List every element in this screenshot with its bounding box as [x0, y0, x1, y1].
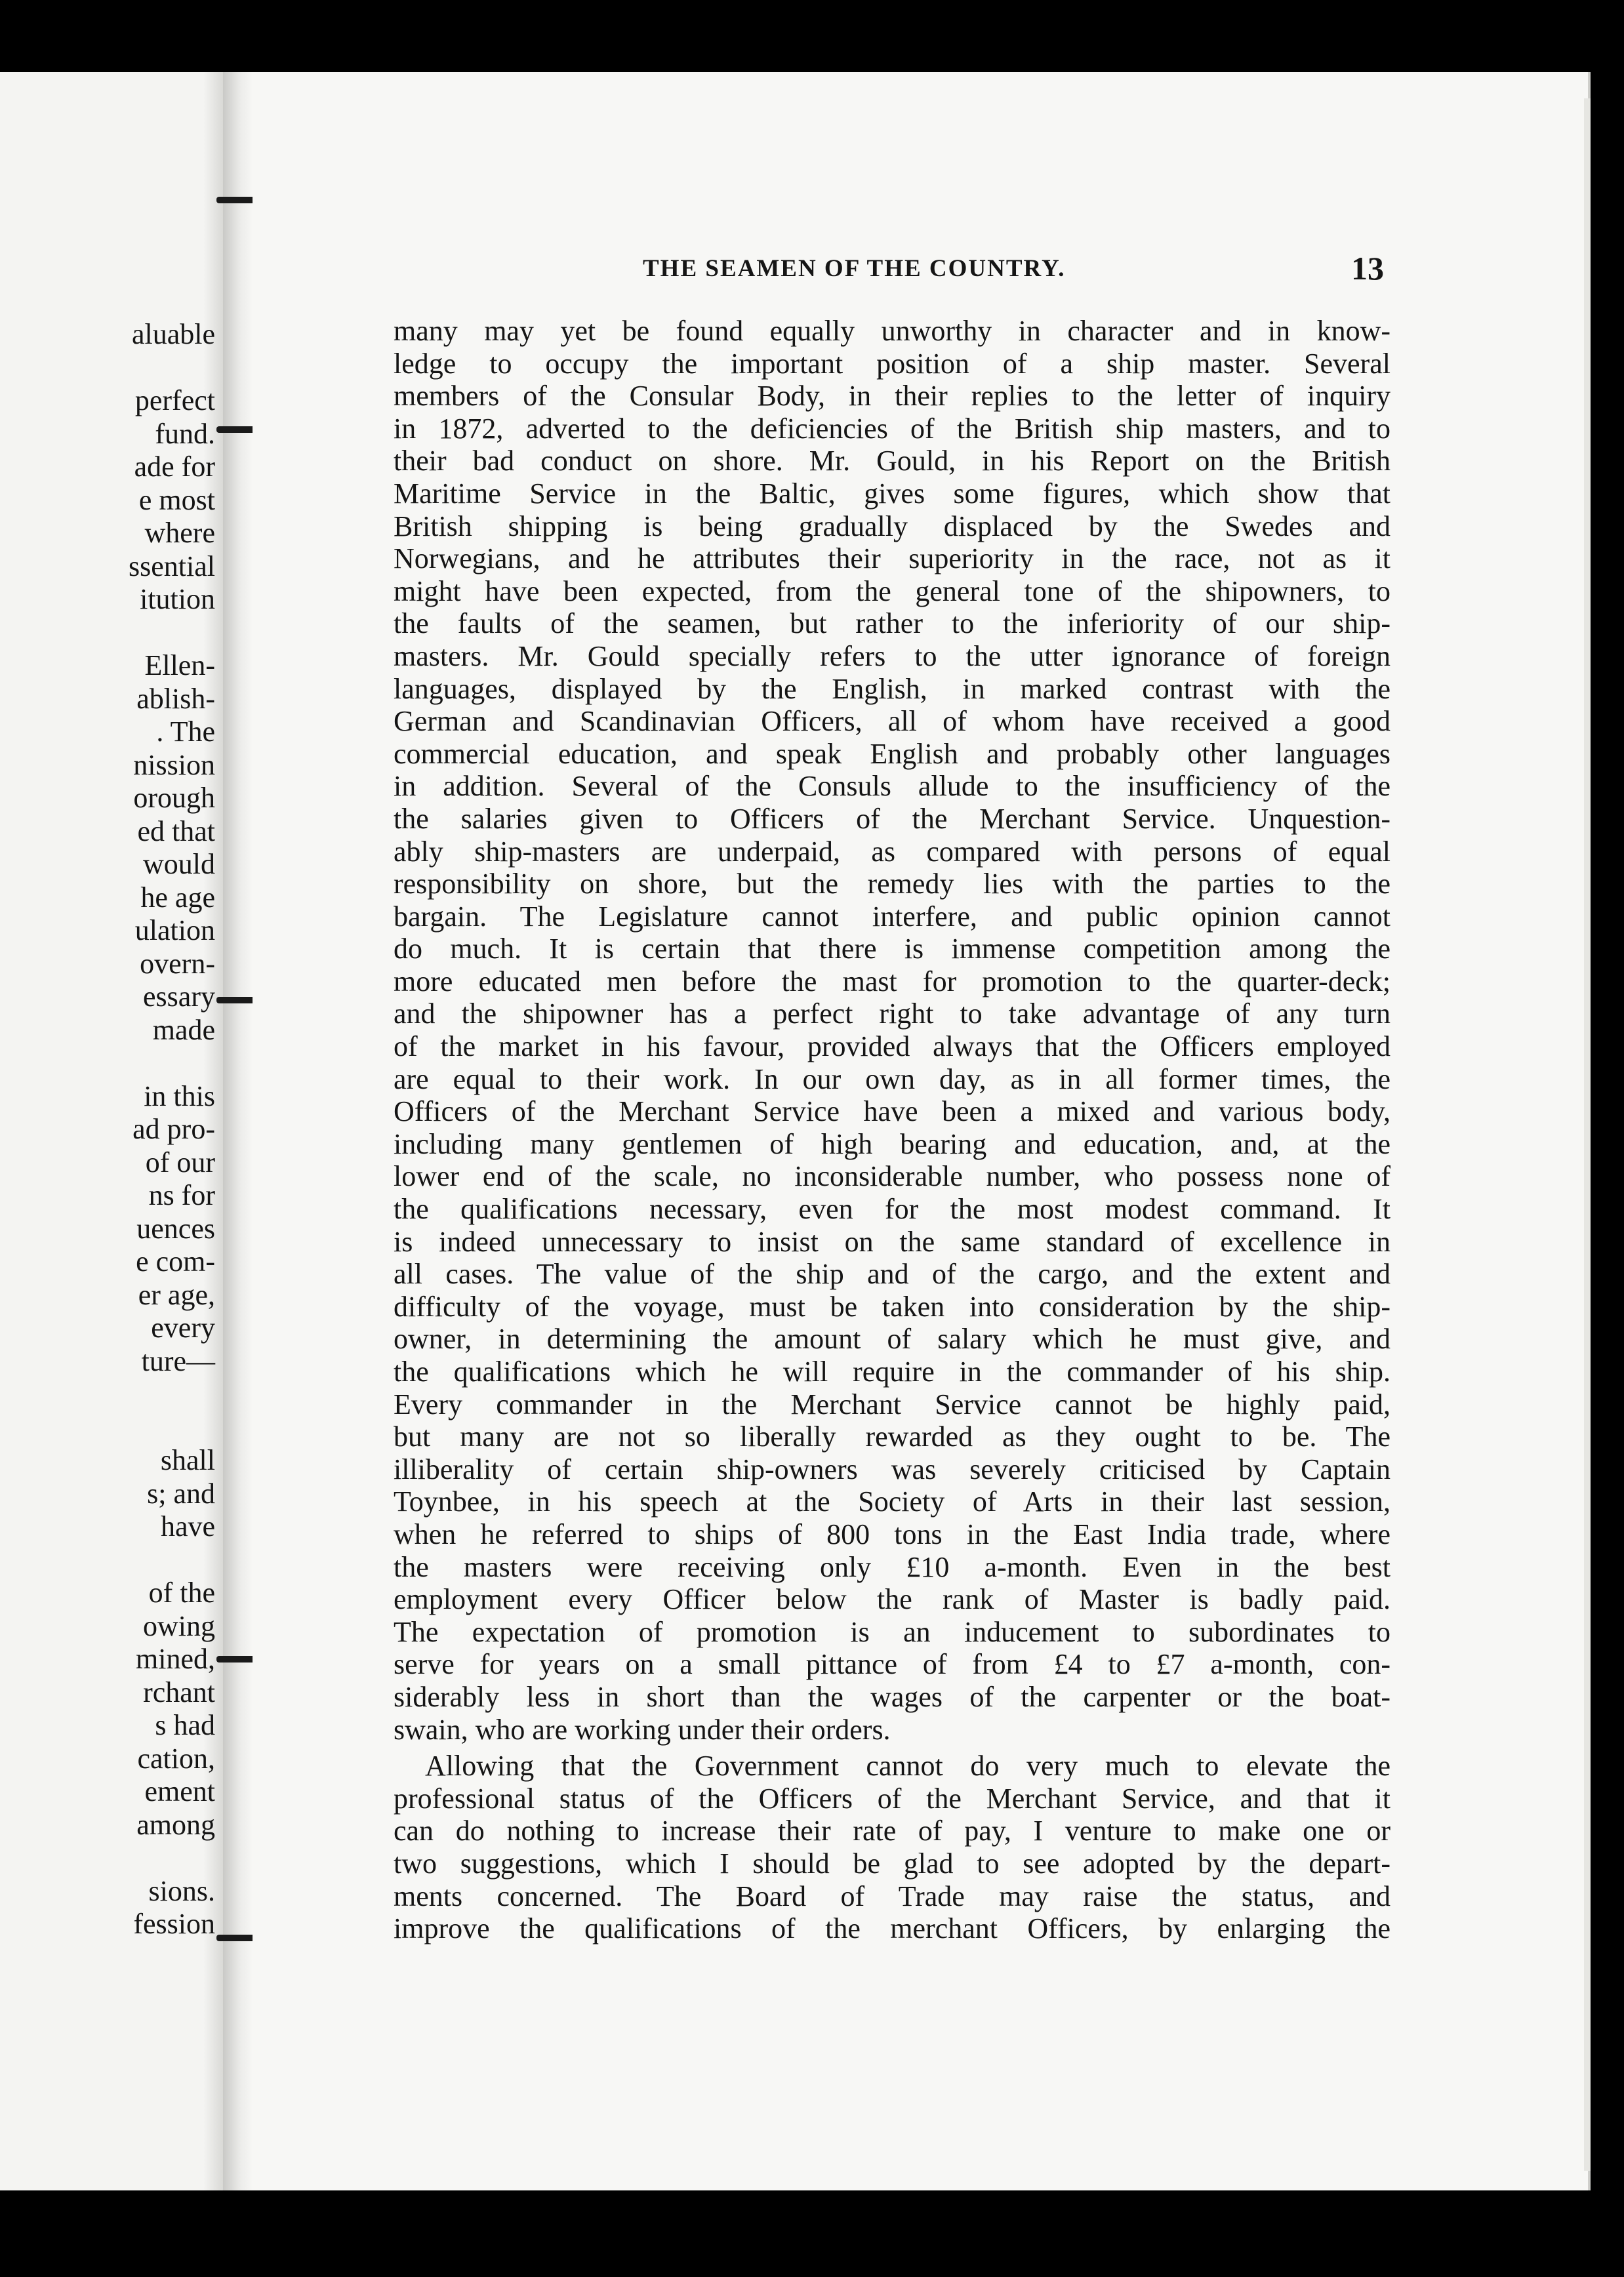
text-line: but many are not so liberally rewarded as they ought to be. The [394, 1421, 1391, 1453]
binding-stitch [216, 1656, 256, 1662]
left-page-line: where [144, 517, 215, 549]
running-head: THE SEAMEN OF THE COUNTRY. [643, 255, 1066, 282]
left-page-line: aluable [131, 318, 215, 350]
left-page-line: mined, [136, 1643, 215, 1675]
left-page-line: itution [140, 583, 215, 615]
left-page-line: ad pro- [132, 1113, 215, 1145]
left-page-line: every [151, 1312, 215, 1344]
left-page-line: ssential [129, 550, 215, 582]
text-line: two suggestions, which I should be glad to see adopted by the depart- [394, 1847, 1391, 1880]
binding-stitch [216, 426, 256, 433]
left-page-line: uences [136, 1212, 215, 1245]
text-line: many may yet be found equally unworthy in character and in know- [394, 315, 1391, 347]
left-page-line: fession [133, 1908, 215, 1940]
left-page-line: e most [138, 483, 215, 516]
text-line: ments concerned. The Board of Trade may raise the status, and [394, 1880, 1391, 1912]
text-line: serve for years on a small pittance of from £4 to £7 a-month, con- [394, 1648, 1391, 1681]
text-line: The expectation of promotion is an inducement to subordinates to [394, 1615, 1391, 1648]
binding-stitch [216, 997, 256, 1003]
left-page-line: ture— [141, 1344, 215, 1377]
left-page-fragment [0, 72, 223, 2190]
text-line: ledge to occupy the important position of a ship master. Several [394, 347, 1391, 380]
left-page-line: Ellen- [144, 649, 215, 681]
text-line: swain, who are working under their orders. [394, 1713, 891, 1746]
binding-stitch [216, 197, 256, 203]
left-page-line: made [152, 1013, 215, 1046]
paragraph [394, 315, 1391, 1746]
left-page-line: would [143, 848, 215, 880]
text-line: British shipping is being gradually displaced by the Swedes and [394, 510, 1391, 542]
left-page-line: ulation [134, 914, 215, 946]
left-page-line: sions. [148, 1874, 215, 1907]
left-page-line: s had [155, 1709, 215, 1741]
paragraph [394, 1750, 1391, 1945]
text-line: their bad conduct on shore. Mr. Gould, in his Report on the British [394, 445, 1391, 477]
text-line: difficulty of the voyage, must be taken into consideration by the ship- [394, 1290, 1391, 1323]
text-line: more educated men before the mast for promotion to the quarter-deck; [394, 965, 1391, 997]
text-line: Norwegians, and he attributes their superiority in the race, not as it [394, 542, 1391, 575]
text-line: the faults of the seamen, but rather to the inferiority of our ship- [394, 607, 1391, 640]
left-page-line: ement [144, 1775, 215, 1807]
text-line: owner, in determining the amount of salary which he must give, and [394, 1323, 1391, 1356]
text-line: the qualifications which he will require in the commander of his ship. [394, 1356, 1391, 1388]
binding-stitch [216, 1935, 256, 1941]
left-page-line: ns for [148, 1179, 215, 1211]
text-line: in addition. Several of the Consuls allude to the insufficiency of the [394, 770, 1391, 803]
text-line: commercial education, and speak English and probably other languages [394, 737, 1391, 770]
text-line: Allowing that the Government cannot do very much to elevate the [425, 1750, 1391, 1783]
left-page-line: he age [140, 881, 215, 914]
text-line: siderably less in short than the wages of the carpenter or the boat- [394, 1680, 1391, 1713]
text-line: illiberality of certain ship-owners was severely criticised by Captain [394, 1453, 1391, 1485]
text-line: masters. Mr. Gould specially refers to the utter ignorance of foreign [394, 639, 1391, 672]
text-line: in 1872, adverted to the deficiencies of the British ship masters, and to [394, 412, 1391, 445]
left-page-line: of the [148, 1577, 215, 1609]
text-line: ably ship-masters are underpaid, as compared with persons of equal [394, 835, 1391, 868]
page-edge [1584, 98, 1591, 2171]
text-line: Toynbee, in his speech at the Society of Arts in their last session, [394, 1485, 1391, 1518]
text-line: German and Scandinavian Officers, all of whom have received a good [394, 705, 1391, 738]
left-page-line: cation, [137, 1742, 215, 1775]
left-page-line: ed that [137, 815, 215, 847]
left-page-line: er age, [138, 1278, 215, 1311]
text-line: are equal to their work. In our own day, as in all former times, the [394, 1062, 1391, 1095]
text-line: professional status of the Officers of the Merchant Service, and that it [394, 1782, 1391, 1815]
text-line: languages, displayed by the English, in marked contrast with the [394, 672, 1391, 705]
text-line: improve the qualifications of the merchant Officers, by enlarging the [394, 1912, 1391, 1945]
left-page-line: s; and [147, 1477, 215, 1510]
left-page-line: have [160, 1510, 215, 1542]
text-line: members of the Consular Body, in their replies to the letter of inquiry [394, 380, 1391, 413]
left-page-line: shall [160, 1444, 215, 1476]
text-line: the qualifications necessary, even for the most modest command. It [394, 1193, 1391, 1226]
left-page-line: fund. [155, 417, 215, 450]
text-line: employment every Officer below the rank of Master is badly paid. [394, 1583, 1391, 1616]
text-line: is indeed unnecessary to insist on the same standard of excellence in [394, 1225, 1391, 1258]
left-page-line: ade for [134, 451, 215, 483]
text-line: of the market in his favour, provided always that the Officers employed [394, 1030, 1391, 1063]
text-line: can do nothing to increase their rate of pay, I venture to make one or [394, 1815, 1391, 1847]
left-page-line: of our [145, 1146, 215, 1179]
left-page-line: e com- [136, 1245, 215, 1278]
text-line: all cases. The value of the ship and of the cargo, and the extent and [394, 1258, 1391, 1291]
text-line: and the shipowner has a perfect right to take advantage of any turn [394, 997, 1391, 1030]
text-line: the salaries given to Officers of the Merchant Service. Unquestion- [394, 802, 1391, 835]
text-line: the masters were receiving only £10 a-month. Even in the best [394, 1550, 1391, 1583]
text-line: lower end of the scale, no inconsiderable number, who possess none of [394, 1160, 1391, 1193]
left-page-line: orough [133, 782, 215, 814]
text-line: including many gentlemen of high bearing and education, and, at the [394, 1127, 1391, 1160]
page-number: 13 [1351, 250, 1384, 287]
text-line: Every commander in the Merchant Service cannot be highly paid, [394, 1388, 1391, 1421]
book-binding [223, 72, 253, 2190]
text-line: bargain. The Legislature cannot interfere, and public opinion cannot [394, 900, 1391, 933]
text-line: Maritime Service in the Baltic, gives some figures, which show that [394, 477, 1391, 510]
left-page-line: . The [156, 715, 215, 748]
text-line: do much. It is certain that there is immense competition among the [394, 933, 1391, 965]
text-line: when he referred to ships of 800 tons in the East India trade, where [394, 1518, 1391, 1550]
left-page-line: perfect [134, 384, 215, 416]
left-page-line: ablish- [136, 682, 215, 715]
left-page-line: among [136, 1808, 215, 1841]
text-line: responsibility on shore, but the remedy lies with the parties to the [394, 868, 1391, 900]
left-page-line: nission [133, 748, 215, 781]
body-text [394, 315, 1391, 1945]
text-line: Officers of the Merchant Service have been a mixed and various body, [394, 1095, 1391, 1128]
left-page-line: rchant [143, 1676, 215, 1708]
left-page-line: overn- [140, 947, 215, 980]
left-page-line: in this [144, 1079, 215, 1112]
text-line: might have been expected, from the general tone of the shipowners, to [394, 574, 1391, 607]
left-page-line: owing [143, 1609, 215, 1642]
left-page-line: essary [143, 980, 215, 1013]
